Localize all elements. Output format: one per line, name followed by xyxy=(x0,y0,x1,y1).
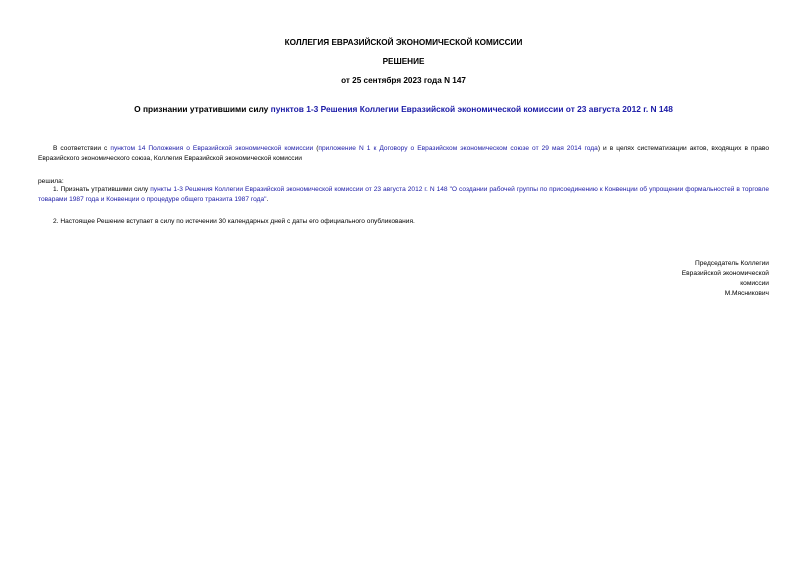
signature-position-line-1: Председатель Коллегии xyxy=(695,260,769,267)
title-link-decision-148[interactable]: пунктов 1-3 Решения Коллегии Евразийской экономической комиссии от 23 августа 2012 г. N 148 xyxy=(270,104,673,114)
link-annex-treaty[interactable]: приложение N 1 к Договору о Евразийском экономическом союзе от 29 мая 2014 года xyxy=(318,145,598,152)
p1-text-2: ( xyxy=(313,145,319,152)
document-title xyxy=(0,104,807,115)
paragraph-preamble xyxy=(38,144,769,164)
title-prefix: О признании утратившими силу xyxy=(134,104,271,114)
decided-label: решила: xyxy=(38,178,64,185)
link-decision-148-points[interactable]: пункты 1-3 Решения Коллегии Евразийской экономической комиссии от 23 августа 2012 г. N 148 "О создании рабочей группы по присоединению к Конвенции об упрощении формальностей в торговле товарами 1987 года и Конвенции о процедуре общего транзита 1987 года" xyxy=(38,186,769,203)
organization-heading: КОЛЛЕГИЯ ЕВРАЗИЙСКОЙ ЭКОНОМИЧЕСКОЙ КОМИССИИ xyxy=(284,38,523,47)
document-date-number: от 25 сентября 2023 года N 147 xyxy=(341,76,466,85)
paragraph-item-2: 2. Настоящее Решение вступает в силу по истечении 30 календарных дней с даты его официального опубликования. xyxy=(53,218,415,225)
p1-text-1: В соответствии с xyxy=(53,145,111,152)
document-kind-heading: РЕШЕНИЕ xyxy=(382,57,425,66)
p2-text-1: 1. Признать утратившими силу xyxy=(53,186,151,193)
signature-position-line-2: Евразийской экономической xyxy=(681,270,769,277)
paragraph-item-1 xyxy=(38,185,769,205)
p2-text-2: . xyxy=(266,196,269,203)
link-regulation-point-14[interactable]: пунктом 14 Положения о Евразийской экономической комиссии xyxy=(110,145,314,152)
p1-text-3: ) и в целях систематизации актов, входящих в право Евразийского экономического союза, Коллегия Евразийской экономической комиссии xyxy=(38,145,769,162)
signature-name: М.Мясникович xyxy=(724,290,769,297)
signature-position-line-3: комиссии xyxy=(740,280,769,287)
